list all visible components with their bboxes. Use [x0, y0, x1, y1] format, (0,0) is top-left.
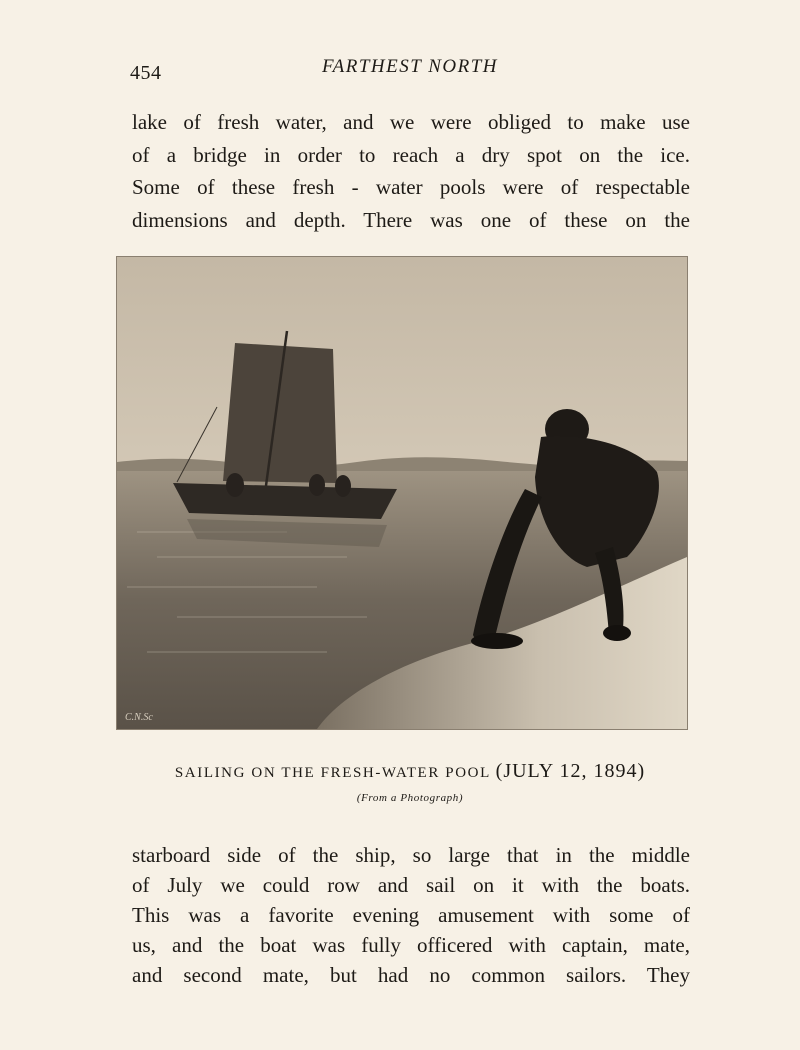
text-line: This was a favorite evening amusement with some of — [132, 903, 690, 927]
body-text-top — [132, 106, 690, 236]
figure-caption — [120, 760, 700, 783]
text-line: of a bridge in order to reach a dry spot on the ice. — [132, 142, 690, 167]
caption-date: (JULY 12, 1894) — [495, 760, 646, 782]
sailing-photo-illustration — [117, 257, 687, 729]
engraver-mark: C.N.Sc — [125, 712, 153, 723]
sky — [117, 257, 687, 467]
page-number: 454 — [130, 62, 162, 84]
running-head: FARTHEST NORTH — [321, 56, 499, 77]
caption-title: SAILING ON THE FRESH-WATER POOL — [174, 765, 491, 781]
body-text-bottom — [132, 840, 690, 990]
text-line: dimensions and depth. There was one of these on the — [132, 207, 690, 232]
text-line: us, and the boat was fully officered with captain, mate, — [132, 933, 690, 957]
text-line: starboard side of the ship, so large that in the middle — [132, 843, 690, 867]
figure-credit: (From a Photograph) — [356, 792, 464, 804]
text-line: Some of these fresh - water pools were of respectable — [132, 175, 690, 199]
text-line: of July we could row and sail on it with the boats. — [132, 873, 690, 897]
photograph — [116, 256, 688, 730]
page-header — [130, 56, 690, 86]
text-line: and second mate, but had no common sailors. They — [132, 963, 690, 987]
text-line: lake of fresh water, and we were obliged to make use — [132, 110, 690, 134]
